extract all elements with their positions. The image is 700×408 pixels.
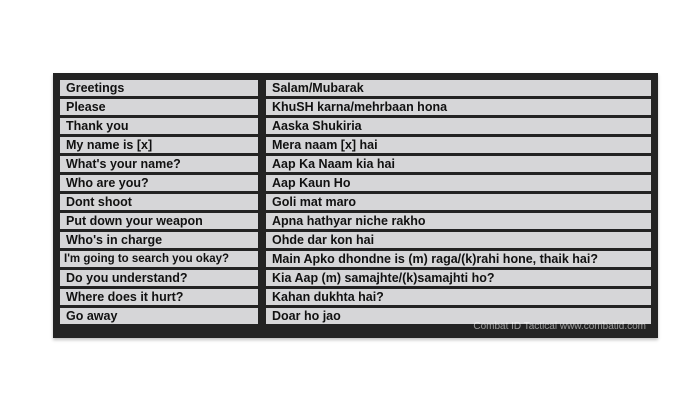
urdu-phrase: Mera naam [x] hai	[266, 137, 651, 153]
urdu-phrase: Main Apko dhondne is (m) raga/(k)rahi hone, thaik hai?	[266, 251, 651, 267]
table-row	[53, 194, 658, 210]
english-phrase: Please	[60, 99, 258, 115]
table-row	[53, 270, 658, 286]
english-phrase: Put down your weapon	[60, 213, 258, 229]
urdu-phrase: Ohde dar kon hai	[266, 232, 651, 248]
table-row	[53, 251, 658, 267]
urdu-phrase: Aaska Shukiria	[266, 118, 651, 134]
table-row	[53, 232, 658, 248]
urdu-phrase: KhuSH karna/mehrbaan hona	[266, 99, 651, 115]
english-phrase: I'm going to search you okay?	[60, 251, 258, 267]
phrase-card	[53, 73, 658, 338]
table-row	[53, 80, 658, 96]
watermark-text: Combat ID Tactical www.combatid.com	[473, 321, 646, 332]
english-phrase: Who's in charge	[60, 232, 258, 248]
table-row	[53, 118, 658, 134]
english-phrase: Greetings	[60, 80, 258, 96]
urdu-phrase: Goli mat maro	[266, 194, 651, 210]
urdu-phrase: Doar ho jao	[266, 308, 651, 324]
table-row	[53, 99, 658, 115]
urdu-phrase: Salam/Mubarak	[266, 80, 651, 96]
table-row	[53, 213, 658, 229]
english-phrase: Go away	[60, 308, 258, 324]
table-row	[53, 175, 658, 191]
english-phrase: Who are you?	[60, 175, 258, 191]
urdu-phrase: Aap Ka Naam kia hai	[266, 156, 651, 172]
english-phrase: Do you understand?	[60, 270, 258, 286]
english-phrase: Where does it hurt?	[60, 289, 258, 305]
table-row	[53, 289, 658, 305]
table-row	[53, 137, 658, 153]
urdu-phrase: Aap Kaun Ho	[266, 175, 651, 191]
urdu-phrase: Apna hathyar niche rakho	[266, 213, 651, 229]
english-phrase: Dont shoot	[60, 194, 258, 210]
english-phrase: My name is [x]	[60, 137, 258, 153]
english-phrase: What's your name?	[60, 156, 258, 172]
english-phrase: Thank you	[60, 118, 258, 134]
urdu-phrase: Kia Aap (m) samajhte/(k)samajhti ho?	[266, 270, 651, 286]
table-row	[53, 156, 658, 172]
urdu-phrase: Kahan dukhta hai?	[266, 289, 651, 305]
